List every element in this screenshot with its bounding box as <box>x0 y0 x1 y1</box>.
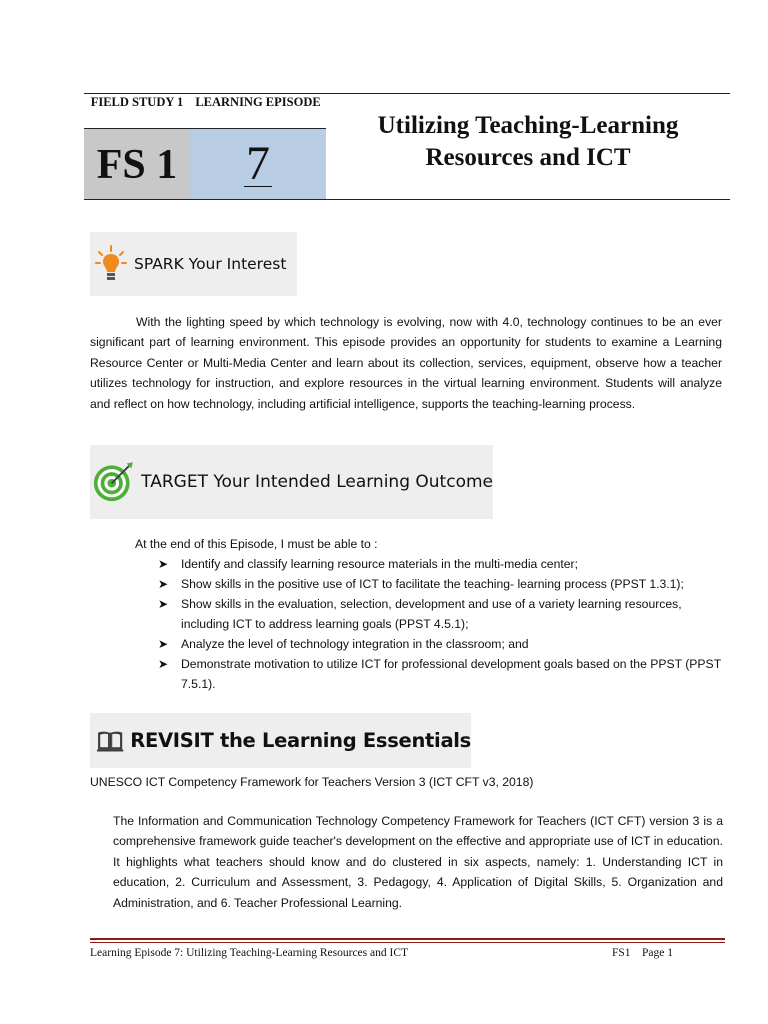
revisit-banner <box>90 713 471 768</box>
arrow-bullet-icon: ➤ <box>158 597 169 611</box>
book-icon <box>96 719 124 763</box>
episode-number-box <box>190 128 326 200</box>
outcomes-list <box>158 554 728 694</box>
arrow-bullet-icon: ➤ <box>158 557 169 571</box>
course-code-box <box>84 128 190 200</box>
spark-paragraph: With the lighting speed by which technology is evolving, now with 4.0, technology continues to be an ever significant part of learning environment. This episode provides an opportunity for students to examine a Learning Resource Center or Multi-Media Center and learn about its collection, services, equipment, observe how a teacher utilizes technology for instruction, and explore resources in the virtual learning environment. Students will analyze and reflect on how technology, including artificial intelligence, supports the teaching-learning process. <box>90 315 722 411</box>
lightbulb-icon <box>94 244 128 284</box>
list-item: ➤ Show skills in the evaluation, selection, development and use of a variety learning resources, including ICT to address learning goals (PPST 4.5.1); <box>158 594 728 634</box>
footer-page-number: FS1 Page 1 <box>612 947 674 959</box>
arrow-bullet-icon: ➤ <box>158 577 169 591</box>
footer-rule <box>90 938 725 940</box>
list-item: ➤ Analyze the level of technology integration in the classroom; and <box>158 634 728 654</box>
learning-episode-label: LEARNING EPISODE <box>195 95 321 109</box>
outcomes-intro: At the end of this Episode, I must be able to : <box>135 537 378 551</box>
course-code: FS 1 <box>96 141 178 188</box>
list-item: ➤ Demonstrate motivation to utilize ICT for professional development goals based on the PPST (PPST 7.5.1). <box>158 654 728 694</box>
revisit-banner-title: REVISIT the Learning Essentials <box>130 729 471 752</box>
footer-rule-thin <box>90 942 725 943</box>
field-study-label: FIELD STUDY 1 <box>90 95 184 109</box>
episode-number: 7 <box>246 137 270 190</box>
list-item: ➤ Identify and classify learning resource materials in the multi-media center; <box>158 554 728 574</box>
target-icon <box>92 448 135 516</box>
header-top-rule <box>84 93 730 94</box>
ict-cft-paragraph: The Information and Communication Technology Competency Framework for Teachers (ICT CFT) version 3 is a comprehensive framework guide teacher's development on the effective and appropriate use of ICT in education. It highlights what teachers should know and do clustered in six aspects, namely: 1. Understanding ICT in education, 2. Curriculum and Assessment, 3. Pedagogy, 4. Application of Digital Skills, 5. Organization and Administration, and 6. Teacher Professional Learning. <box>113 814 723 910</box>
spark-banner-title: SPARK Your Interest <box>134 255 287 273</box>
target-banner <box>90 445 493 519</box>
page-title: Utilizing Teaching-Learning Resources and ICT <box>377 112 679 171</box>
framework-line: UNESCO ICT Competency Framework for Teachers Version 3 (ICT CFT v3, 2018) <box>90 775 534 789</box>
footer-episode-title: Learning Episode 7: Utilizing Teaching-Learning Resources and ICT <box>90 947 409 959</box>
spark-banner <box>90 232 297 296</box>
header-bottom-rule <box>84 199 730 200</box>
list-item: ➤ Show skills in the positive use of ICT to facilitate the teaching- learning process (PPST 1.3.1); <box>158 574 728 594</box>
arrow-bullet-icon: ➤ <box>158 657 169 671</box>
arrow-bullet-icon: ➤ <box>158 637 169 651</box>
target-banner-title: TARGET Your Intended Learning Outcome <box>141 472 493 492</box>
